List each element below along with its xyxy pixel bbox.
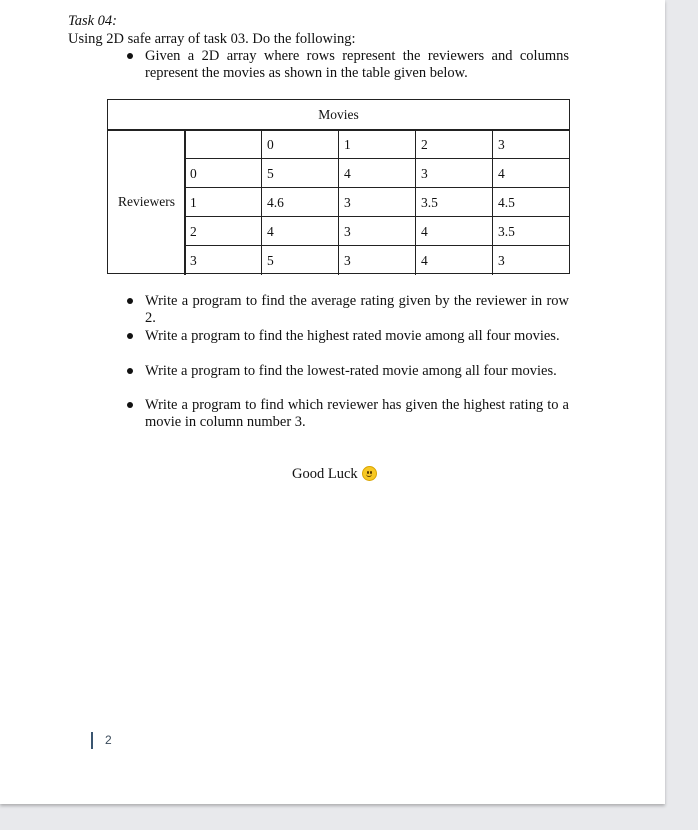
- rating-cell: 3.5: [498, 223, 515, 239]
- column-index: 0: [267, 136, 274, 152]
- bullet-icon: [127, 402, 133, 408]
- rating-cell: 3.5: [421, 194, 438, 210]
- rating-cell: 4.5: [498, 194, 515, 210]
- bullet-given-array: Given a 2D array where rows represent the reviewers and columns represent the movies as shown in the table given below.: [145, 48, 569, 81]
- task-title: Task 04:: [68, 13, 118, 29]
- ratings-table: [107, 99, 570, 274]
- page-number-bar: [91, 732, 93, 749]
- row-index: 3: [190, 252, 197, 268]
- task-item: Write a program to find the lowest-rated movie among all four movies.: [145, 363, 557, 379]
- rating-cell: 4: [421, 223, 428, 239]
- rating-cell: 5: [267, 252, 274, 268]
- rating-cell: 3: [344, 194, 351, 210]
- bullet-icon: [127, 298, 133, 304]
- column-index: 1: [344, 136, 351, 152]
- rating-cell: 4: [344, 165, 351, 181]
- rating-cell: 4.6: [267, 194, 284, 210]
- rating-cell: 4: [498, 165, 505, 181]
- smiley-icon: [362, 466, 377, 481]
- rating-cell: 3: [421, 165, 428, 181]
- intro-text: Using 2D safe array of task 03. Do the following:: [68, 31, 356, 47]
- task-item: Write a program to find which reviewer has given the highest rating to a movie in column number 3.: [145, 397, 569, 430]
- column-index: 3: [498, 136, 505, 152]
- closing-line: [292, 466, 377, 483]
- bullet-icon: [127, 333, 133, 339]
- page-number: 2: [105, 733, 112, 747]
- bullet-icon: [127, 53, 133, 59]
- reviewers-label: Reviewers: [118, 194, 175, 209]
- row-index: 0: [190, 165, 197, 181]
- rating-cell: 3: [344, 223, 351, 239]
- row-index: 1: [190, 194, 197, 210]
- task-item: Write a program to find the average rating given by the reviewer in row 2.: [145, 293, 569, 326]
- closing-text: Good Luck: [292, 466, 358, 482]
- movies-header: Movies: [318, 107, 359, 122]
- rating-cell: 3: [498, 252, 505, 268]
- rating-cell: 3: [344, 252, 351, 268]
- rating-cell: 4: [267, 223, 274, 239]
- rating-cell: 4: [421, 252, 428, 268]
- rating-cell: 5: [267, 165, 274, 181]
- bullet-icon: [127, 368, 133, 374]
- task-item: Write a program to find the highest rated movie among all four movies.: [145, 328, 560, 344]
- row-index: 2: [190, 223, 197, 239]
- column-index: 2: [421, 136, 428, 152]
